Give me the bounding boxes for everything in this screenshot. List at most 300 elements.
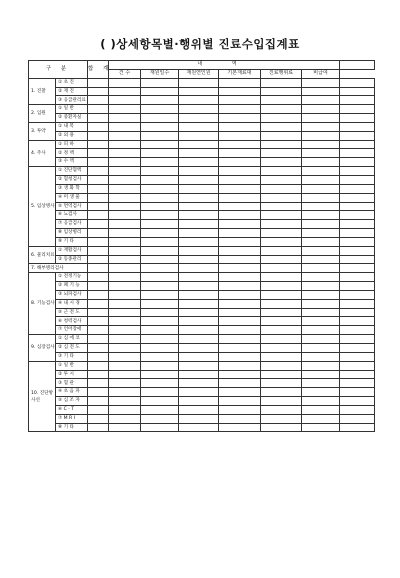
data-cell[interactable] [179, 246, 219, 255]
data-cell[interactable] [179, 273, 219, 282]
data-cell[interactable] [179, 237, 219, 246]
data-cell[interactable] [340, 344, 375, 353]
data-cell[interactable] [219, 167, 261, 176]
data-cell[interactable] [340, 202, 375, 211]
data-cell[interactable] [88, 220, 109, 229]
data-cell[interactable] [340, 255, 375, 264]
data-cell[interactable] [88, 308, 109, 317]
data-cell[interactable] [88, 326, 109, 335]
data-cell[interactable] [88, 388, 109, 397]
data-cell[interactable] [179, 140, 219, 149]
data-cell[interactable] [88, 131, 109, 140]
data-cell[interactable] [340, 290, 375, 299]
data-cell[interactable] [340, 423, 375, 432]
data-cell[interactable] [141, 237, 179, 246]
data-cell[interactable] [141, 175, 179, 184]
data-cell[interactable] [179, 290, 219, 299]
data-cell[interactable] [179, 87, 219, 96]
data-cell[interactable] [109, 317, 141, 326]
data-cell[interactable] [179, 122, 219, 131]
data-cell[interactable] [302, 96, 340, 105]
data-cell[interactable] [109, 326, 141, 335]
data-cell[interactable] [340, 273, 375, 282]
data-cell[interactable] [141, 131, 179, 140]
data-cell[interactable] [141, 335, 179, 344]
data-cell[interactable] [219, 246, 261, 255]
data-cell[interactable] [88, 229, 109, 238]
data-cell[interactable] [302, 237, 340, 246]
data-cell[interactable] [88, 184, 109, 193]
data-cell[interactable] [141, 149, 179, 158]
data-cell[interactable] [141, 246, 179, 255]
data-cell[interactable] [179, 78, 219, 87]
data-cell[interactable] [219, 237, 261, 246]
data-cell[interactable] [219, 414, 261, 423]
data-cell[interactable] [302, 229, 340, 238]
data-cell[interactable] [88, 423, 109, 432]
data-cell[interactable] [302, 140, 340, 149]
data-cell[interactable] [141, 264, 179, 273]
data-cell[interactable] [179, 184, 219, 193]
data-cell[interactable] [340, 229, 375, 238]
data-cell[interactable] [302, 131, 340, 140]
data-cell[interactable] [261, 414, 302, 423]
data-cell[interactable] [179, 220, 219, 229]
data-cell[interactable] [109, 405, 141, 414]
data-cell[interactable] [179, 397, 219, 406]
data-cell[interactable] [219, 352, 261, 361]
data-cell[interactable] [88, 237, 109, 246]
data-cell[interactable] [141, 220, 179, 229]
data-cell[interactable] [109, 414, 141, 423]
data-cell[interactable] [109, 299, 141, 308]
data-cell[interactable] [261, 379, 302, 388]
data-cell[interactable] [261, 299, 302, 308]
data-cell[interactable] [302, 114, 340, 123]
data-cell[interactable] [88, 167, 109, 176]
data-cell[interactable] [302, 246, 340, 255]
data-cell[interactable] [141, 370, 179, 379]
data-cell[interactable] [109, 87, 141, 96]
data-cell[interactable] [219, 282, 261, 291]
data-cell[interactable] [109, 114, 141, 123]
data-cell[interactable] [302, 167, 340, 176]
data-cell[interactable] [179, 229, 219, 238]
data-cell[interactable] [302, 308, 340, 317]
data-cell[interactable] [340, 317, 375, 326]
data-cell[interactable] [302, 158, 340, 167]
data-cell[interactable] [219, 308, 261, 317]
data-cell[interactable] [141, 282, 179, 291]
data-cell[interactable] [109, 308, 141, 317]
data-cell[interactable] [141, 114, 179, 123]
data-cell[interactable] [219, 397, 261, 406]
data-cell[interactable] [219, 255, 261, 264]
data-cell[interactable] [109, 344, 141, 353]
data-cell[interactable] [88, 202, 109, 211]
data-cell[interactable] [261, 352, 302, 361]
data-cell[interactable] [302, 193, 340, 202]
data-cell[interactable] [261, 220, 302, 229]
data-cell[interactable] [88, 299, 109, 308]
data-cell[interactable] [109, 202, 141, 211]
data-cell[interactable] [109, 149, 141, 158]
data-cell[interactable] [88, 282, 109, 291]
data-cell[interactable] [109, 290, 141, 299]
data-cell[interactable] [219, 370, 261, 379]
data-cell[interactable] [219, 299, 261, 308]
data-cell[interactable] [88, 273, 109, 282]
data-cell[interactable] [88, 158, 109, 167]
data-cell[interactable] [219, 122, 261, 131]
data-cell[interactable] [219, 175, 261, 184]
data-cell[interactable] [179, 175, 219, 184]
data-cell[interactable] [141, 317, 179, 326]
data-cell[interactable] [141, 290, 179, 299]
data-cell[interactable] [219, 149, 261, 158]
data-cell[interactable] [219, 405, 261, 414]
data-cell[interactable] [109, 335, 141, 344]
data-cell[interactable] [179, 105, 219, 114]
data-cell[interactable] [109, 264, 141, 273]
data-cell[interactable] [141, 158, 179, 167]
data-cell[interactable] [302, 388, 340, 397]
data-cell[interactable] [88, 105, 109, 114]
data-cell[interactable] [261, 202, 302, 211]
data-cell[interactable] [340, 405, 375, 414]
data-cell[interactable] [340, 388, 375, 397]
data-cell[interactable] [179, 379, 219, 388]
data-cell[interactable] [109, 131, 141, 140]
data-cell[interactable] [340, 122, 375, 131]
data-cell[interactable] [219, 361, 261, 370]
data-cell[interactable] [261, 255, 302, 264]
data-cell[interactable] [261, 193, 302, 202]
data-cell[interactable] [141, 344, 179, 353]
data-cell[interactable] [340, 335, 375, 344]
data-cell[interactable] [88, 78, 109, 87]
data-cell[interactable] [302, 122, 340, 131]
data-cell[interactable] [141, 122, 179, 131]
data-cell[interactable] [219, 211, 261, 220]
data-cell[interactable] [340, 352, 375, 361]
data-cell[interactable] [109, 96, 141, 105]
data-cell[interactable] [340, 96, 375, 105]
data-cell[interactable] [219, 96, 261, 105]
data-cell[interactable] [261, 308, 302, 317]
data-cell[interactable] [179, 317, 219, 326]
data-cell[interactable] [340, 87, 375, 96]
data-cell[interactable] [109, 370, 141, 379]
data-cell[interactable] [302, 370, 340, 379]
data-cell[interactable] [261, 167, 302, 176]
data-cell[interactable] [179, 335, 219, 344]
data-cell[interactable] [302, 352, 340, 361]
data-cell[interactable] [261, 397, 302, 406]
data-cell[interactable] [302, 290, 340, 299]
data-cell[interactable] [109, 229, 141, 238]
data-cell[interactable] [340, 158, 375, 167]
data-cell[interactable] [109, 282, 141, 291]
data-cell[interactable] [340, 184, 375, 193]
data-cell[interactable] [340, 149, 375, 158]
data-cell[interactable] [109, 220, 141, 229]
data-cell[interactable] [340, 397, 375, 406]
data-cell[interactable] [88, 114, 109, 123]
data-cell[interactable] [340, 167, 375, 176]
data-cell[interactable] [302, 317, 340, 326]
data-cell[interactable] [261, 335, 302, 344]
data-cell[interactable] [141, 105, 179, 114]
data-cell[interactable] [141, 352, 179, 361]
data-cell[interactable] [109, 352, 141, 361]
data-cell[interactable] [340, 193, 375, 202]
data-cell[interactable] [219, 335, 261, 344]
data-cell[interactable] [302, 379, 340, 388]
data-cell[interactable] [302, 202, 340, 211]
data-cell[interactable] [109, 140, 141, 149]
data-cell[interactable] [302, 220, 340, 229]
data-cell[interactable] [219, 264, 261, 273]
data-cell[interactable] [88, 211, 109, 220]
data-cell[interactable] [179, 361, 219, 370]
data-cell[interactable] [179, 370, 219, 379]
data-cell[interactable] [219, 220, 261, 229]
data-cell[interactable] [141, 140, 179, 149]
data-cell[interactable] [261, 158, 302, 167]
data-cell[interactable] [179, 344, 219, 353]
data-cell[interactable] [219, 202, 261, 211]
data-cell[interactable] [261, 273, 302, 282]
data-cell[interactable] [141, 397, 179, 406]
data-cell[interactable] [109, 193, 141, 202]
data-cell[interactable] [88, 344, 109, 353]
data-cell[interactable] [302, 299, 340, 308]
data-cell[interactable] [261, 184, 302, 193]
data-cell[interactable] [219, 114, 261, 123]
data-cell[interactable] [302, 255, 340, 264]
data-cell[interactable] [179, 405, 219, 414]
data-cell[interactable] [88, 405, 109, 414]
data-cell[interactable] [219, 273, 261, 282]
data-cell[interactable] [109, 211, 141, 220]
data-cell[interactable] [109, 175, 141, 184]
data-cell[interactable] [88, 246, 109, 255]
data-cell[interactable] [179, 255, 219, 264]
data-cell[interactable] [340, 131, 375, 140]
data-cell[interactable] [179, 414, 219, 423]
data-cell[interactable] [109, 122, 141, 131]
data-cell[interactable] [141, 379, 179, 388]
data-cell[interactable] [88, 379, 109, 388]
data-cell[interactable] [302, 282, 340, 291]
data-cell[interactable] [340, 211, 375, 220]
data-cell[interactable] [109, 78, 141, 87]
data-cell[interactable] [261, 87, 302, 96]
data-cell[interactable] [88, 370, 109, 379]
data-cell[interactable] [302, 273, 340, 282]
data-cell[interactable] [302, 105, 340, 114]
data-cell[interactable] [340, 361, 375, 370]
data-cell[interactable] [179, 264, 219, 273]
data-cell[interactable] [261, 105, 302, 114]
data-cell[interactable] [340, 175, 375, 184]
data-cell[interactable] [261, 114, 302, 123]
data-cell[interactable] [219, 423, 261, 432]
data-cell[interactable] [302, 423, 340, 432]
data-cell[interactable] [219, 388, 261, 397]
data-cell[interactable] [302, 211, 340, 220]
data-cell[interactable] [340, 105, 375, 114]
data-cell[interactable] [88, 149, 109, 158]
data-cell[interactable] [261, 78, 302, 87]
data-cell[interactable] [88, 140, 109, 149]
data-cell[interactable] [340, 140, 375, 149]
data-cell[interactable] [141, 193, 179, 202]
data-cell[interactable] [141, 414, 179, 423]
data-cell[interactable] [261, 229, 302, 238]
data-cell[interactable] [88, 255, 109, 264]
data-cell[interactable] [141, 388, 179, 397]
data-cell[interactable] [219, 326, 261, 335]
data-cell[interactable] [88, 122, 109, 131]
data-cell[interactable] [88, 361, 109, 370]
data-cell[interactable] [88, 264, 109, 273]
data-cell[interactable] [302, 344, 340, 353]
data-cell[interactable] [179, 96, 219, 105]
data-cell[interactable] [88, 397, 109, 406]
data-cell[interactable] [88, 193, 109, 202]
data-cell[interactable] [219, 105, 261, 114]
data-cell[interactable] [261, 122, 302, 131]
data-cell[interactable] [179, 299, 219, 308]
data-cell[interactable] [219, 87, 261, 96]
data-cell[interactable] [141, 273, 179, 282]
data-cell[interactable] [179, 308, 219, 317]
data-cell[interactable] [179, 388, 219, 397]
data-cell[interactable] [302, 264, 340, 273]
data-cell[interactable] [219, 140, 261, 149]
data-cell[interactable] [261, 361, 302, 370]
data-cell[interactable] [109, 237, 141, 246]
data-cell[interactable] [179, 158, 219, 167]
data-cell[interactable] [340, 308, 375, 317]
data-cell[interactable] [141, 361, 179, 370]
data-cell[interactable] [340, 370, 375, 379]
data-cell[interactable] [179, 149, 219, 158]
data-cell[interactable] [261, 246, 302, 255]
data-cell[interactable] [179, 114, 219, 123]
data-cell[interactable] [340, 414, 375, 423]
data-cell[interactable] [219, 158, 261, 167]
data-cell[interactable] [109, 105, 141, 114]
data-cell[interactable] [340, 379, 375, 388]
data-cell[interactable] [141, 202, 179, 211]
data-cell[interactable] [261, 405, 302, 414]
data-cell[interactable] [109, 255, 141, 264]
data-cell[interactable] [179, 352, 219, 361]
data-cell[interactable] [261, 131, 302, 140]
data-cell[interactable] [261, 388, 302, 397]
data-cell[interactable] [261, 290, 302, 299]
data-cell[interactable] [302, 184, 340, 193]
data-cell[interactable] [179, 131, 219, 140]
data-cell[interactable] [141, 299, 179, 308]
data-cell[interactable] [141, 308, 179, 317]
data-cell[interactable] [88, 87, 109, 96]
data-cell[interactable] [141, 229, 179, 238]
data-cell[interactable] [261, 140, 302, 149]
data-cell[interactable] [141, 167, 179, 176]
data-cell[interactable] [109, 379, 141, 388]
data-cell[interactable] [88, 352, 109, 361]
data-cell[interactable] [109, 388, 141, 397]
data-cell[interactable] [261, 423, 302, 432]
data-cell[interactable] [109, 246, 141, 255]
data-cell[interactable] [340, 326, 375, 335]
data-cell[interactable] [261, 211, 302, 220]
data-cell[interactable] [302, 87, 340, 96]
data-cell[interactable] [302, 149, 340, 158]
data-cell[interactable] [141, 255, 179, 264]
data-cell[interactable] [261, 282, 302, 291]
data-cell[interactable] [340, 220, 375, 229]
data-cell[interactable] [141, 326, 179, 335]
data-cell[interactable] [219, 317, 261, 326]
data-cell[interactable] [88, 317, 109, 326]
data-cell[interactable] [109, 423, 141, 432]
data-cell[interactable] [340, 237, 375, 246]
data-cell[interactable] [109, 397, 141, 406]
data-cell[interactable] [261, 326, 302, 335]
data-cell[interactable] [141, 211, 179, 220]
data-cell[interactable] [88, 290, 109, 299]
data-cell[interactable] [88, 335, 109, 344]
data-cell[interactable] [88, 96, 109, 105]
data-cell[interactable] [88, 175, 109, 184]
data-cell[interactable] [340, 299, 375, 308]
data-cell[interactable] [219, 78, 261, 87]
data-cell[interactable] [219, 290, 261, 299]
data-cell[interactable] [219, 379, 261, 388]
data-cell[interactable] [109, 158, 141, 167]
data-cell[interactable] [88, 414, 109, 423]
data-cell[interactable] [302, 405, 340, 414]
data-cell[interactable] [302, 335, 340, 344]
data-cell[interactable] [340, 78, 375, 87]
data-cell[interactable] [302, 78, 340, 87]
data-cell[interactable] [340, 114, 375, 123]
data-cell[interactable] [302, 175, 340, 184]
data-cell[interactable] [261, 344, 302, 353]
data-cell[interactable] [261, 264, 302, 273]
data-cell[interactable] [340, 282, 375, 291]
data-cell[interactable] [179, 211, 219, 220]
data-cell[interactable] [302, 326, 340, 335]
data-cell[interactable] [340, 264, 375, 273]
data-cell[interactable] [261, 317, 302, 326]
data-cell[interactable] [109, 184, 141, 193]
data-cell[interactable] [109, 167, 141, 176]
data-cell[interactable] [302, 397, 340, 406]
data-cell[interactable] [302, 361, 340, 370]
data-cell[interactable] [219, 229, 261, 238]
data-cell[interactable] [219, 131, 261, 140]
data-cell[interactable] [261, 149, 302, 158]
data-cell[interactable] [179, 423, 219, 432]
data-cell[interactable] [219, 193, 261, 202]
data-cell[interactable] [179, 326, 219, 335]
